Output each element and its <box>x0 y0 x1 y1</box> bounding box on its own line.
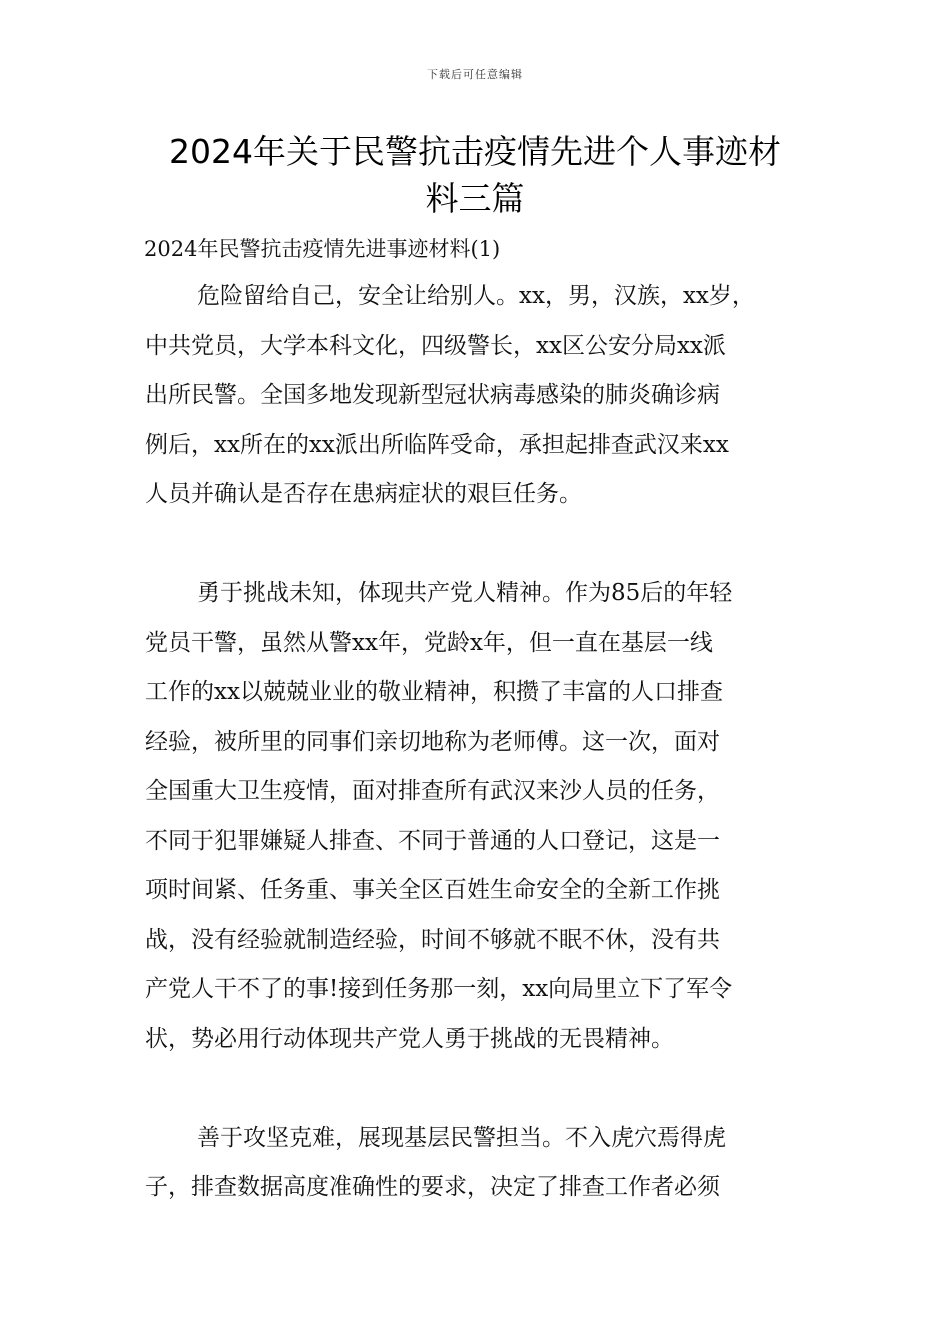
paragraph-line: 项时间紧、任务重、事关全区百姓生命安全的全新工作挑 <box>145 877 720 903</box>
paragraph-line: 不同于犯罪嫌疑人排查、不同于普通的人口登记，这是一 <box>145 827 720 854</box>
section-heading: 2024年民警抗击疫情先进事迹材料(1) <box>144 237 501 261</box>
paragraph-line: 党员干警，虽然从警xx年，党龄x年，但一直在基层一线 <box>145 629 713 656</box>
document-title-line: 2024年关于民警抗击疫情先进个人事迹材 <box>169 132 781 171</box>
paragraph-spacer <box>145 520 825 570</box>
paragraph-line: 经验，被所里的同事们亲切地称为老师傅。这一次，面对 <box>145 728 720 755</box>
paragraph-line: 勇于挑战未知，体现共产党人精神。作为85后的年轻 <box>197 580 733 606</box>
paragraph-line: 人员并确认是否存在患病症状的艰巨任务。 <box>145 481 582 507</box>
paragraph-line: 状，势必用行动体现共产党人勇于挑战的无畏精神。 <box>145 1025 674 1052</box>
paragraph <box>145 272 825 520</box>
paragraph-line: 子，排查数据高度准确性的要求，决定了排查工作者必须 <box>145 1174 720 1200</box>
paragraph <box>145 569 825 1064</box>
page-header-note: 下载后可任意编辑 <box>427 68 523 81</box>
paragraph-spacer <box>145 1064 825 1114</box>
paragraph-line: 例后，xx所在的xx派出所临阵受命，承担起排查武汉来xx <box>145 431 729 458</box>
paragraph-line: 全国重大卫生疫情，面对排查所有武汉来沙人员的任务， <box>145 778 720 804</box>
paragraph-line: 战，没有经验就制造经验，时间不够就不眠不休，没有共 <box>145 926 720 953</box>
document-title-line: 料三篇 <box>425 179 525 218</box>
paragraph-line: 危险留给自己，安全让给别人。xx，男，汉族，xx岁， <box>197 283 755 309</box>
paragraph-line: 善于攻坚克难，展现基层民警担当。不入虎穴焉得虎 <box>197 1124 726 1151</box>
document-body <box>145 272 825 1213</box>
paragraph-line: 工作的xx以兢兢业业的敬业精神，积攒了丰富的人口排查 <box>145 679 723 705</box>
paragraph <box>145 1114 825 1213</box>
paragraph-line: 产党人干不了的事!接到任务那一刻，xx向局里立下了军令 <box>145 976 733 1002</box>
paragraph-line: 出所民警。全国多地发现新型冠状病毒感染的肺炎确诊病 <box>145 382 720 408</box>
document-title <box>130 128 820 222</box>
paragraph-line: 中共党员，大学本科文化，四级警长，xx区公安分局xx派 <box>145 332 726 359</box>
